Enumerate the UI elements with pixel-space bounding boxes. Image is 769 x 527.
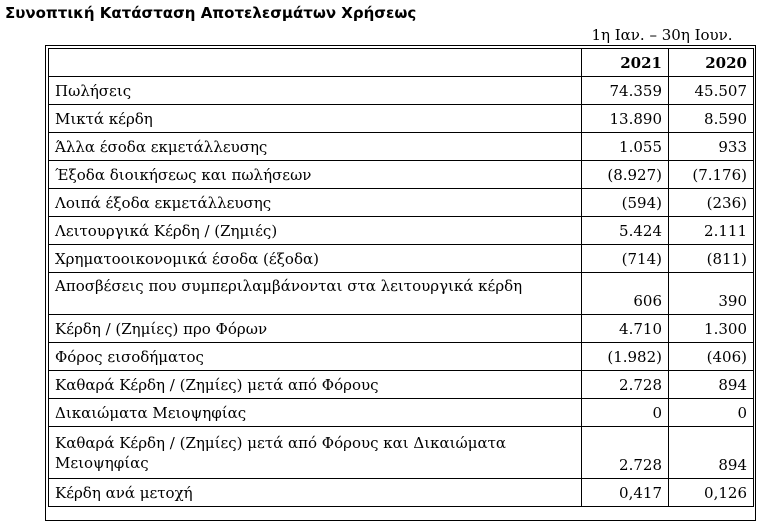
value-2021: 4.710 (582, 315, 669, 343)
row-label: Κέρδη / (Ζημίες) προ Φόρων (49, 315, 582, 343)
value-2021: 13.890 (582, 105, 669, 133)
period-label: 1η Ιαν. – 30η Ιουν. (591, 26, 733, 44)
value-2021: (8.927) (582, 161, 669, 189)
table-row (49, 245, 754, 273)
value-2021: (1.982) (582, 343, 669, 371)
header-year-2021: 2021 (582, 49, 669, 77)
income-statement-table (48, 48, 754, 507)
row-label: Αποσβέσεις που συμπεριλαμβάνονται στα λειτουργικά κέρδη (49, 273, 582, 315)
row-label: Λειτουργικά Κέρδη / (Ζημιές) (49, 217, 582, 245)
table-row (49, 161, 754, 189)
value-2021: 74.359 (582, 77, 669, 105)
value-2021: 5.424 (582, 217, 669, 245)
row-label: Καθαρά Κέρδη / (Ζημίες) μετά από Φόρους (49, 371, 582, 399)
value-2020: 390 (669, 273, 754, 315)
row-label: Χρηματοοικονομικά έσοδα (έξοδα) (49, 245, 582, 273)
value-2021: (594) (582, 189, 669, 217)
table-row (49, 315, 754, 343)
value-2020: 2.111 (669, 217, 754, 245)
table-row (49, 77, 754, 105)
value-2020: (406) (669, 343, 754, 371)
value-2021: 0,417 (582, 479, 669, 507)
header-label-cell (49, 49, 582, 77)
table-row (49, 217, 754, 245)
row-label: Άλλα έσοδα εκμετάλλευσης (49, 133, 582, 161)
value-2020: 8.590 (669, 105, 754, 133)
value-2020: 0 (669, 399, 754, 427)
header-row (49, 49, 754, 77)
table-row (49, 133, 754, 161)
row-label: Φόρος εισοδήματος (49, 343, 582, 371)
value-2021: 2.728 (582, 371, 669, 399)
value-2020: 0,126 (669, 479, 754, 507)
value-2021: 1.055 (582, 133, 669, 161)
row-label: Έξοδα διοικήσεως και πωλήσεων (49, 161, 582, 189)
statement-title: Συνοπτική Κατάσταση Αποτελεσμάτων Χρήσεως (5, 4, 417, 22)
header-year-2020: 2020 (669, 49, 754, 77)
table-row (49, 343, 754, 371)
table-row (49, 427, 754, 479)
value-2021: 606 (582, 273, 669, 315)
row-label: Δικαιώματα Μειοψηφίας (49, 399, 582, 427)
row-label: Κέρδη ανά μετοχή (49, 479, 582, 507)
value-2020: 894 (669, 371, 754, 399)
row-label: Λοιπά έξοδα εκμετάλλευσης (49, 189, 582, 217)
row-label: Πωλήσεις (49, 77, 582, 105)
table-row (49, 371, 754, 399)
table-row (49, 189, 754, 217)
value-2021: 2.728 (582, 427, 669, 479)
value-2020: 894 (669, 427, 754, 479)
value-2020: (236) (669, 189, 754, 217)
value-2021: (714) (582, 245, 669, 273)
value-2020: 933 (669, 133, 754, 161)
value-2020: (811) (669, 245, 754, 273)
table-row (49, 479, 754, 507)
value-2020: (7.176) (669, 161, 754, 189)
table-row (49, 105, 754, 133)
row-label: Καθαρά Κέρδη / (Ζημίες) μετά από Φόρους και Δικαιώματα Μειοψηφίας (49, 427, 582, 479)
value-2021: 0 (582, 399, 669, 427)
table-row (49, 399, 754, 427)
row-label: Μικτά κέρδη (49, 105, 582, 133)
value-2020: 45.507 (669, 77, 754, 105)
value-2020: 1.300 (669, 315, 754, 343)
table-row (49, 273, 754, 315)
